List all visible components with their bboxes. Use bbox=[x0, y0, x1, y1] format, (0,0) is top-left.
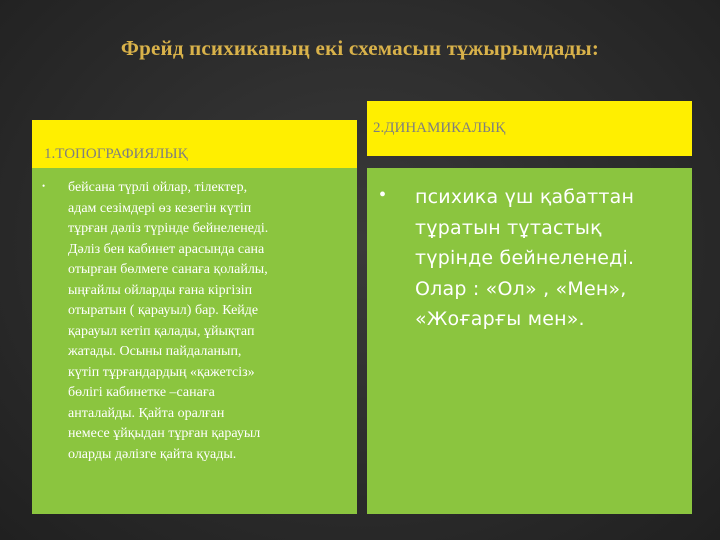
list-item bbox=[42, 178, 345, 465]
bullet-icon: • bbox=[42, 181, 46, 191]
topographic-header: 1.ТОПОГРАФИЯЛЫҚ bbox=[32, 120, 357, 168]
dynamic-header: 2.ДИНАМИКАЛЫҚ bbox=[367, 101, 692, 156]
dynamic-panel bbox=[367, 168, 692, 514]
bullet-icon: • bbox=[379, 184, 387, 206]
list-item bbox=[377, 182, 678, 335]
dynamic-text: психика үш қабаттан тұратын тұтастық түрінде бейнеленеді. Олар : «Ол» , «Мен», «Жоғарғы мен». bbox=[415, 186, 635, 330]
topographic-panel bbox=[32, 168, 357, 514]
slide-title: Фрейд психиканың екі схемасын тұжырымдады: bbox=[120, 36, 600, 60]
topographic-text: бейсана түрлі ойлар, тілектер, адам сезімдері өз кезегін күтіп тұрған дәліз түрінде бейнеленеді. Дәліз бен кабинет арасында сана отырған бөлмеге санаға қолайлы, ыңғайлы ойларды ғана кіргізіп отыратын ( қарауыл) бар. Кейде қарауыл кетіп қалады, ұйықтап жатады. Осыны пайдаланып, күтіп тұрғандардың «қажетсіз» бөлігі кабинетке –санаға анталайды. Қайта оралған немесе ұйқыдан тұрған қарауыл оларды дәлізге қайта қуады. bbox=[68, 180, 269, 462]
